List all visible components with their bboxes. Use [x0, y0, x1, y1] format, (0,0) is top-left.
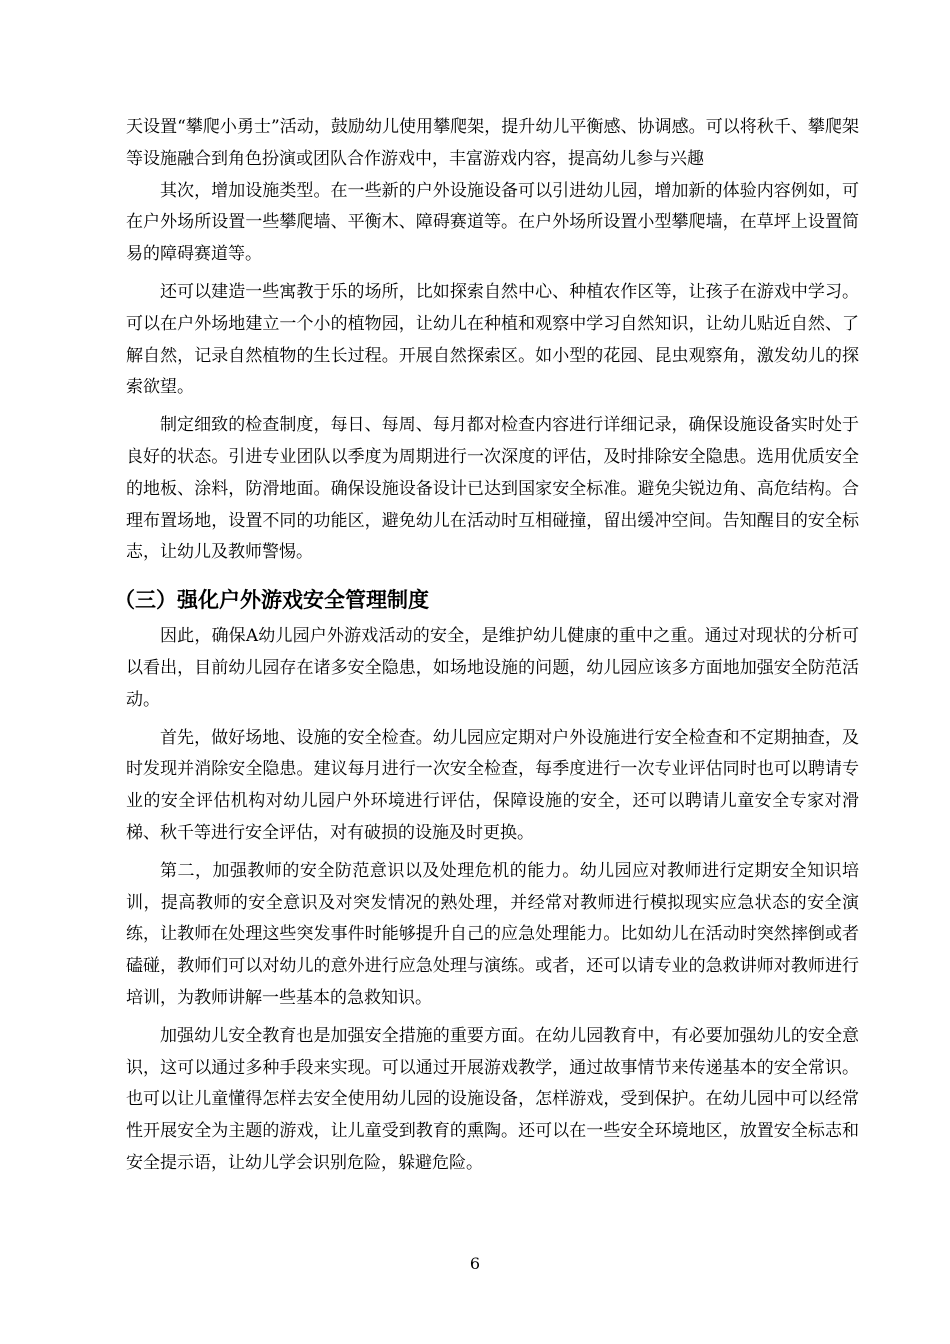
- paragraph-safety-intro: 因此，确保A幼儿园户外游戏活动的安全，是维护幼儿健康的重中之重。通过对现状的分析可以看出，目前幼儿园存在诸多安全隐患，如场地设施的问题，幼儿园应该多方面地加强安全防范活动。: [126, 626, 859, 710]
- section-heading: （三）强化户外游戏安全管理制度: [114, 588, 429, 613]
- page-number: 6: [469, 1254, 481, 1273]
- paragraph-safety-inspection: 首先，做好场地、设施的安全检查。幼儿园应定期对户外设施进行安全检查和不定期抽查，及时发现并消除安全隐患。建议每月进行一次安全检查，每季度进行一次专业评估同时也可以聘请专业的安全评估机构对幼儿园户外环境进行评估，保障设施的安全，还可以聘请儿童安全专家对滑梯、秋千等进行安全评估，对有破损的设施及时更换。: [126, 727, 859, 843]
- paragraph-continuation: 天设置“攀爬小勇士”活动，鼓励幼儿使用攀爬架，提升幼儿平衡感、协调感。可以将秋千、攀爬架等设施融合到角色扮演或团队合作游戏中，丰富游戏内容，提高幼儿参与兴趣: [126, 117, 859, 169]
- paragraph-nature-area: 还可以建造一些寓教于乐的场所，比如探索自然中心、种植农作区等，让孩子在游戏中学习。可以在户外场地建立一个小的植物园，让幼儿在种植和观察中学习自然知识，让幼儿贴近自然、了解自然，记录自然植物的生长过程。开展自然探索区。如小型的花园、昆虫观察角，激发幼儿的探索欲望。: [126, 281, 859, 398]
- paragraph-inspection-system: 制定细致的检查制度，每日、每周、每月都对检查内容进行详细记录，确保设施设备实时处于良好的状态。引进专业团队以季度为周期进行一次深度的评估，及时排除安全隐患。选用优质安全的地板、涂料，防滑地面。确保设施设备设计已达到国家安全标准。避免尖锐边角、高危结构。合理布置场地，设置不同的功能区，避免幼儿在活动时互相碰撞，留出缓冲空间。告知醒目的安全标志，让幼儿及教师警惕。: [126, 415, 859, 563]
- paragraph-teacher-training: 第二，加强教师的安全防范意识以及处理危机的能力。幼儿园应对教师进行定期安全知识培训，提高教师的安全意识及对突发情况的熟处理，并经常对教师进行模拟现实应急状态的安全演练，让教师在处理这些突发事件时能够提升自己的应急处理能力。比如幼儿在活动时突然摔倒或者磕碰，教师们可以对幼儿的意外进行应急处理与演练。或者，还可以请专业的急救讲师对教师进行培训，为教师讲解一些基本的急救知识。: [126, 860, 859, 1008]
- paragraph-facility-types: 其次，增加设施类型。在一些新的户外设施设备可以引进幼儿园，增加新的体验内容例如，可在户外场所设置一些攀爬墙、平衡木、障碍赛道等。在户外场所设置小型攀爬墙，在草坪上设置简易的障碍赛道等。: [126, 180, 859, 265]
- paragraph-child-education: 加强幼儿安全教育也是加强安全措施的重要方面。在幼儿园教育中，有必要加强幼儿的安全意识，这可以通过多种手段来实现。可以通过开展游戏教学，通过故事情节来传递基本的安全常识。也可以让儿童懂得怎样去安全使用幼儿园的设施设备，怎样游戏，受到保护。在幼儿园中可以经常性开展安全为主题的游戏，让儿童受到教育的熏陶。还可以在一些安全环境地区，放置安全标志和安全提示语，让幼儿学会识别危险，躲避危险。: [126, 1025, 859, 1173]
- page-body: [114, 112, 859, 1180]
